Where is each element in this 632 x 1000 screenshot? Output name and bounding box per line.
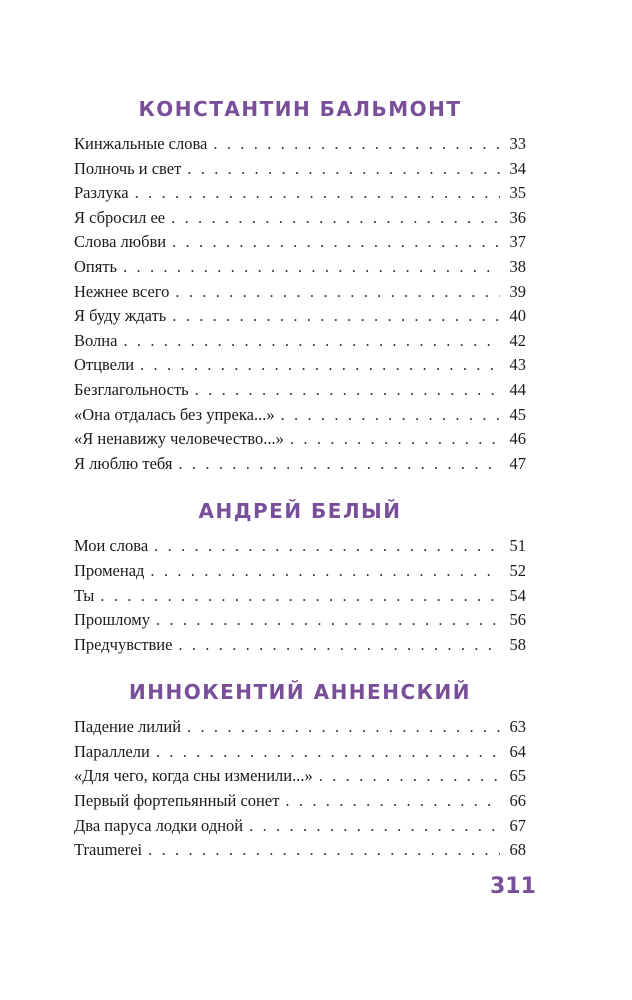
toc-entry-title: Я сбросил ее xyxy=(74,207,166,227)
section-title: АНДРЕЙ БЕЛЫЙ xyxy=(198,499,402,524)
toc-entry-title: Падение лилий xyxy=(74,717,182,737)
toc-list xyxy=(74,715,526,863)
dot-leader xyxy=(187,715,500,740)
toc-entry xyxy=(74,764,526,789)
dot-leader xyxy=(249,814,500,839)
toc-entry-page: 66 xyxy=(509,791,526,811)
dot-leader xyxy=(281,403,500,428)
toc-entry-page: 47 xyxy=(509,453,526,473)
toc-entry-page: 64 xyxy=(509,741,526,761)
toc-entry-page: 34 xyxy=(509,158,526,178)
dot-leader xyxy=(187,157,500,182)
toc-entry xyxy=(74,740,526,765)
dot-leader xyxy=(123,329,500,354)
dot-leader xyxy=(123,255,500,280)
toc-entry xyxy=(74,304,526,329)
toc-entry xyxy=(74,452,526,477)
toc-entry-title: «Я ненавижу человечество...» xyxy=(74,429,284,449)
toc-entry-page: 33 xyxy=(509,134,526,153)
toc-entry-title: Кинжальные слова xyxy=(74,134,208,153)
toc-entry-title: Предчувствие xyxy=(74,634,173,654)
dot-leader xyxy=(213,132,500,157)
toc-entry-title: Я люблю тебя xyxy=(74,453,173,473)
toc-entry-page: 40 xyxy=(509,306,526,326)
toc-entry-title: Первый фортепьянный сонет xyxy=(74,791,280,811)
toc-entry-title: Безглагольность xyxy=(74,379,189,399)
toc-entry xyxy=(74,206,526,231)
toc-entry xyxy=(74,230,526,255)
toc-section-annensky xyxy=(74,679,526,863)
toc-entry-title: Ты xyxy=(74,585,95,605)
toc-entry-page: 56 xyxy=(509,610,526,630)
toc-entry xyxy=(74,280,526,305)
dot-leader xyxy=(172,230,500,255)
page-number: 311 xyxy=(490,874,536,899)
toc-entry xyxy=(74,353,526,378)
dot-leader xyxy=(175,280,500,305)
toc-entry-page: 43 xyxy=(509,355,526,375)
toc-entry xyxy=(74,633,526,658)
toc-entry xyxy=(74,608,526,633)
toc-entry xyxy=(74,715,526,740)
dot-leader xyxy=(150,559,500,584)
toc-entry xyxy=(74,584,526,609)
toc-entry-title: Волна xyxy=(74,330,118,350)
toc-entry-title: Я буду ждать xyxy=(74,306,167,326)
toc-entry-title: Разлука xyxy=(74,183,129,203)
toc-section-bely xyxy=(74,498,526,657)
dot-leader xyxy=(285,789,500,814)
dot-leader xyxy=(178,452,500,477)
table-of-contents xyxy=(74,96,526,885)
toc-entry-title: Нежнее всего xyxy=(74,281,170,301)
toc-section-balmont xyxy=(74,96,526,476)
toc-entry-title: Прошлому xyxy=(74,610,150,630)
toc-entry-title: Полночь и свет xyxy=(74,158,182,178)
toc-entry-page: 58 xyxy=(509,634,526,654)
toc-entry-page: 38 xyxy=(509,256,526,276)
dot-leader xyxy=(172,304,500,329)
dot-leader xyxy=(100,584,500,609)
toc-entry xyxy=(74,559,526,584)
dot-leader xyxy=(290,427,500,452)
toc-entry xyxy=(74,789,526,814)
toc-entry-page: 44 xyxy=(509,379,526,399)
toc-entry-page: 65 xyxy=(509,766,526,786)
dot-leader xyxy=(156,608,500,633)
toc-entry-page: 35 xyxy=(509,183,526,203)
toc-entry-title: Traumerei xyxy=(74,840,143,860)
toc-entry-title: Променад xyxy=(74,560,145,580)
toc-entry-page: 68 xyxy=(509,840,526,860)
toc-entry-page: 37 xyxy=(509,232,526,252)
toc-entry-title: Слова любви xyxy=(74,232,167,252)
toc-entry-title: Параллели xyxy=(74,741,150,761)
toc-entry-page: 45 xyxy=(509,404,526,424)
section-title: ИННОКЕНТИЙ АННЕНСКИЙ xyxy=(129,680,471,705)
toc-entry xyxy=(74,814,526,839)
toc-entry-page: 52 xyxy=(509,560,526,580)
toc-entry xyxy=(74,534,526,559)
dot-leader xyxy=(171,206,500,231)
toc-entry-title: «Она отдалась без упрека...» xyxy=(74,404,275,424)
toc-entry xyxy=(74,181,526,206)
toc-entry xyxy=(74,378,526,403)
toc-entry-page: 67 xyxy=(509,815,526,835)
toc-entry-title: Опять xyxy=(74,256,118,276)
dot-leader xyxy=(135,181,500,206)
toc-entry-title: Два паруса лодки одной xyxy=(74,815,244,835)
dot-leader xyxy=(178,633,500,658)
toc-entry-page: 51 xyxy=(509,536,526,556)
toc-entry-page: 36 xyxy=(509,207,526,227)
toc-entry xyxy=(74,132,526,157)
toc-entry-title: «Для чего, когда сны изменили...» xyxy=(74,766,313,786)
toc-entry-page: 42 xyxy=(509,330,526,350)
toc-entry xyxy=(74,157,526,182)
toc-entry xyxy=(74,427,526,452)
toc-entry-title: Отцвели xyxy=(74,355,135,375)
dot-leader xyxy=(156,740,500,765)
toc-entry-title: Мои слова xyxy=(74,536,149,556)
dot-leader xyxy=(140,353,500,378)
dot-leader xyxy=(319,764,500,789)
toc-list xyxy=(74,132,526,476)
toc-entry xyxy=(74,255,526,280)
toc-entry xyxy=(74,838,526,863)
toc-list xyxy=(74,534,526,657)
dot-leader xyxy=(148,838,500,863)
toc-entry xyxy=(74,329,526,354)
toc-entry xyxy=(74,403,526,428)
dot-leader xyxy=(154,534,500,559)
section-title: КОНСТАНТИН БАЛЬМОНТ xyxy=(138,97,462,121)
toc-entry-page: 39 xyxy=(509,281,526,301)
toc-entry-page: 46 xyxy=(509,429,526,449)
dot-leader xyxy=(195,378,500,403)
toc-entry-page: 54 xyxy=(509,585,526,605)
toc-entry-page: 63 xyxy=(509,717,526,737)
